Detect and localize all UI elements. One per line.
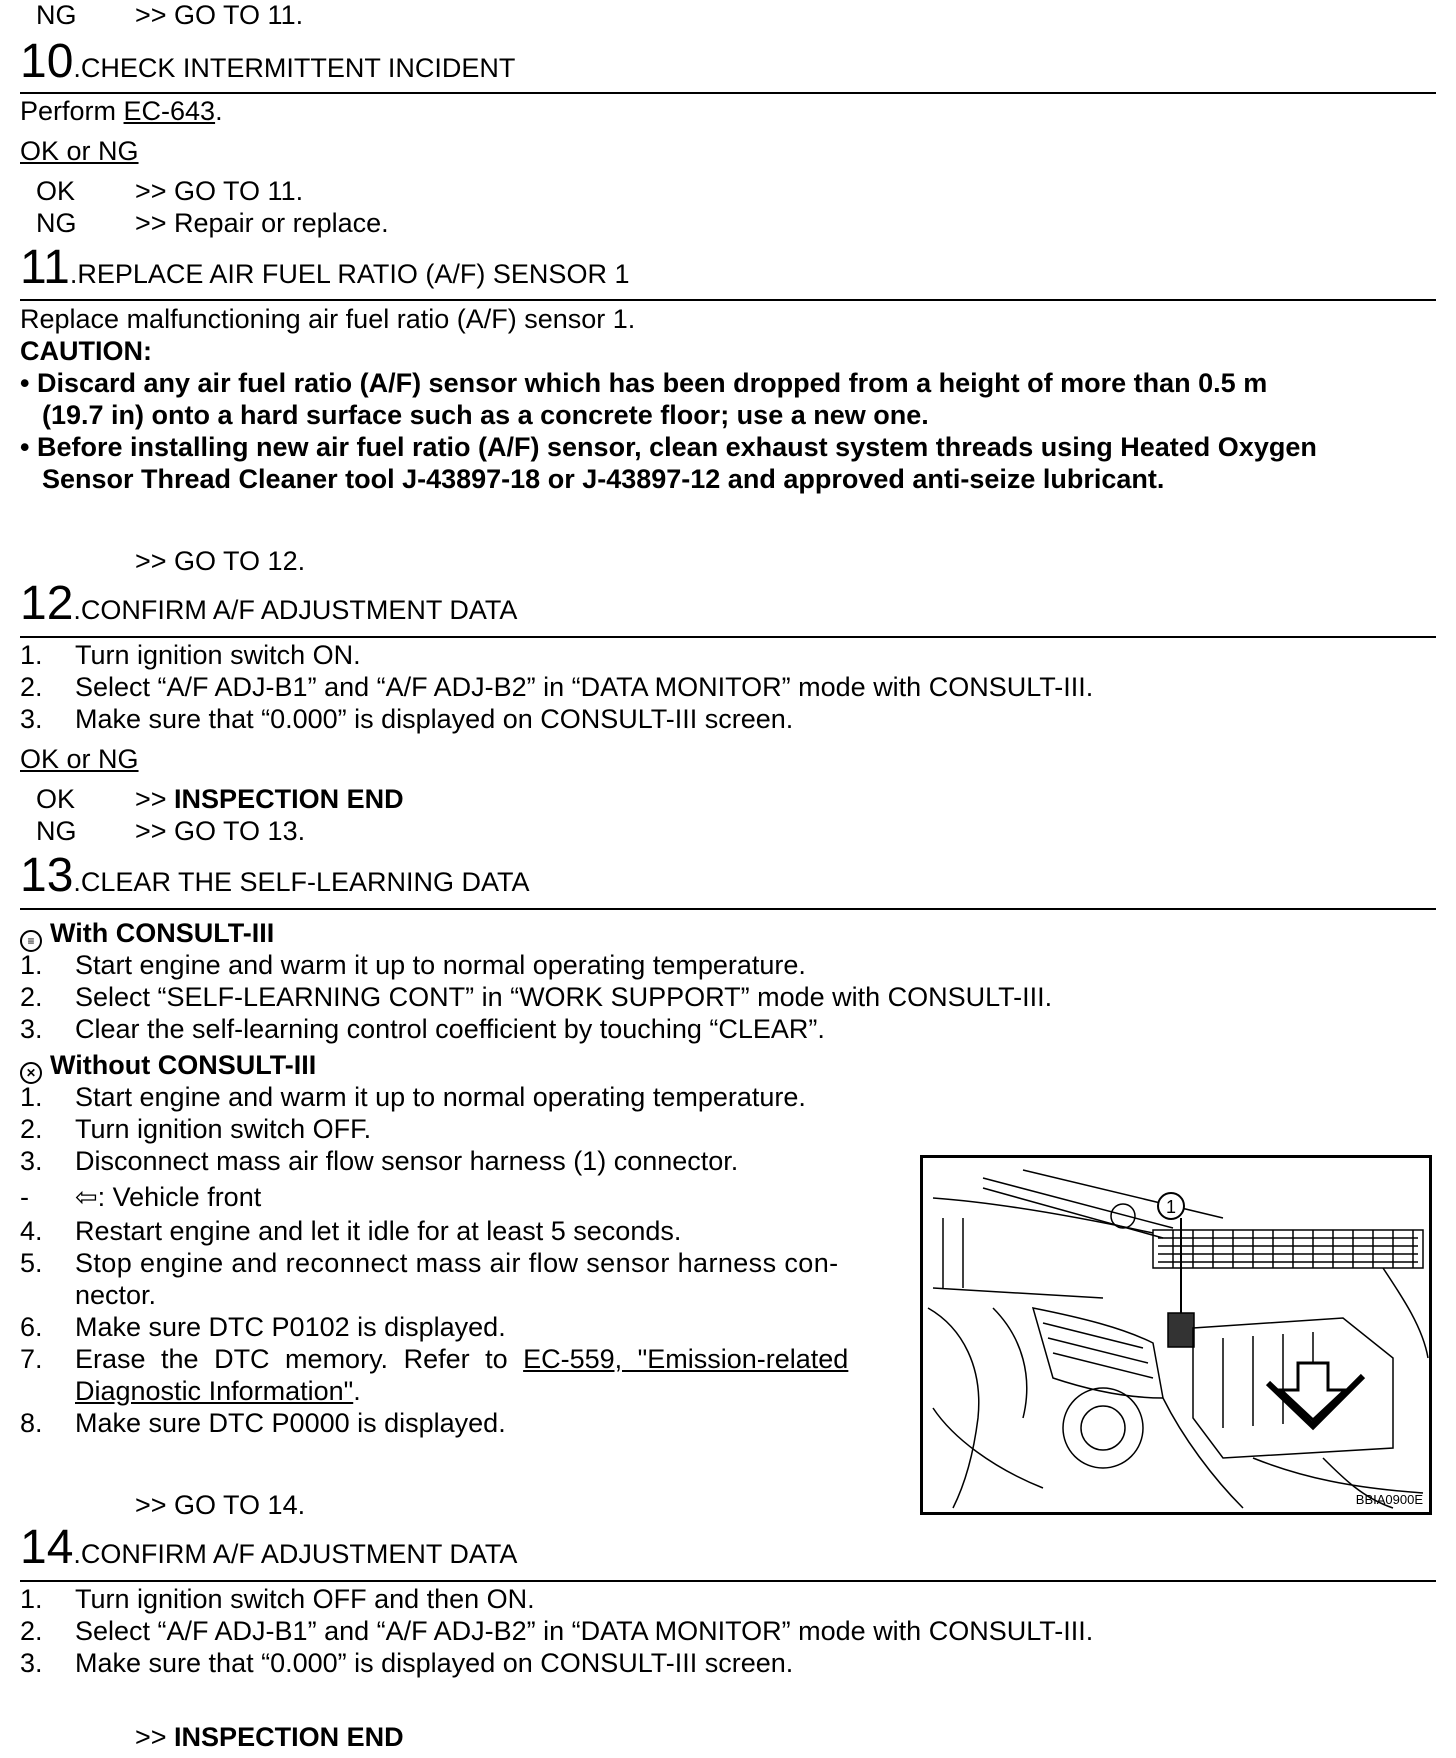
no-consult-icon: ✕	[20, 1062, 42, 1084]
list-item: Select “A/F ADJ-B1” and “A/F ADJ-B2” in “DATA MONITOR” mode with CONSULT-III.	[75, 672, 1094, 702]
list-number: 3.	[20, 1648, 43, 1678]
result-text: >> GO TO 11.	[135, 0, 304, 30]
inspection-end: >> INSPECTION END	[135, 1722, 404, 1752]
ok-code: OK	[36, 176, 76, 206]
ok-text: >> INSPECTION END	[135, 784, 404, 814]
list-number: 2.	[20, 1616, 43, 1646]
step-11-heading: 11.REPLACE AIR FUEL RATIO (A/F) SENSOR 1	[20, 241, 630, 294]
list-number: 1.	[20, 640, 43, 670]
goto-14: >> GO TO 14.	[135, 1490, 306, 1520]
list-number: 1.	[20, 1584, 43, 1614]
goto-12: >> GO TO 12.	[135, 546, 306, 576]
divider	[20, 1580, 1436, 1582]
caution-label: CAUTION:	[20, 336, 152, 366]
list-item: Clear the self-learning control coefficient by touching “CLEAR”.	[75, 1014, 825, 1044]
step-12-heading: 12.CONFIRM A/F ADJUSTMENT DATA	[20, 577, 518, 630]
list-number: 2.	[20, 672, 43, 702]
ok-or-ng-label: OK or NG	[20, 136, 139, 166]
list-item: ⇦: Vehicle front	[75, 1182, 262, 1212]
ok-or-ng-label: OK or NG	[20, 744, 139, 774]
ec-559-link[interactable]: EC-559, "Emission-related	[523, 1344, 849, 1374]
list-item: Make sure DTC P0102 is displayed.	[75, 1312, 506, 1342]
list-number: 3.	[20, 1014, 43, 1044]
step-14-heading: 14.CONFIRM A/F ADJUSTMENT DATA	[20, 1521, 518, 1574]
consult-icon: ≡	[20, 930, 42, 952]
list-item: Turn ignition switch ON.	[75, 640, 361, 670]
list-item: Disconnect mass air flow sensor harness (1) connector.	[75, 1146, 739, 1176]
list-number: 6.	[20, 1312, 43, 1342]
list-number: 3.	[20, 1146, 43, 1176]
ng-code: NG	[36, 816, 77, 846]
list-number: -	[20, 1182, 29, 1212]
caution-bullet-1: • Discard any air fuel ratio (A/F) sensor which has been dropped from a height of more than 0.5 m	[20, 368, 1268, 398]
ng-code: NG	[36, 208, 77, 238]
result-code: NG	[36, 0, 77, 30]
caution-bullet-1-cont: (19.7 in) onto a hard surface such as a concrete floor; use a new one.	[42, 400, 929, 430]
divider	[20, 908, 1436, 910]
list-item-cont: Diagnostic Information".	[75, 1376, 361, 1406]
list-item: Start engine and warm it up to normal operating temperature.	[75, 1082, 806, 1112]
with-consult-heading: ≡ With CONSULT-III	[20, 918, 274, 952]
list-item: Start engine and warm it up to normal operating temperature.	[75, 950, 806, 980]
list-item: Turn ignition switch OFF and then ON.	[75, 1584, 535, 1614]
list-item: Restart engine and let it idle for at least 5 seconds.	[75, 1216, 682, 1246]
list-item: Turn ignition switch OFF.	[75, 1114, 372, 1144]
replace-line: Replace malfunctioning air fuel ratio (A/F) sensor 1.	[20, 304, 636, 334]
caution-bullet-2-cont: Sensor Thread Cleaner tool J-43897-18 or J-43897-12 and approved anti-seize lubricant.	[42, 464, 1165, 494]
engine-bay-figure	[920, 1155, 1432, 1515]
divider	[20, 92, 1436, 94]
list-item: Erase the DTC memory. Refer to EC-559, "Emission-related	[75, 1344, 849, 1374]
divider	[20, 299, 1436, 301]
list-item: Make sure DTC P0000 is displayed.	[75, 1408, 506, 1438]
ec-643-link[interactable]: EC-643	[123, 96, 216, 126]
ok-text: >> GO TO 11.	[135, 176, 304, 206]
list-number: 1.	[20, 1082, 43, 1112]
list-item: Make sure that “0.000” is displayed on CONSULT-III screen.	[75, 704, 794, 734]
ec-559-link-cont[interactable]: Diagnostic Information"	[75, 1376, 354, 1406]
list-number: 2.	[20, 982, 43, 1012]
list-number: 4.	[20, 1216, 43, 1246]
callout-number: 1	[1165, 1197, 1177, 1217]
list-item: nector.	[75, 1280, 157, 1310]
perform-line: Perform EC-643.	[20, 96, 223, 126]
list-item: Select “A/F ADJ-B1” and “A/F ADJ-B2” in “DATA MONITOR” mode with CONSULT-III.	[75, 1616, 1094, 1646]
list-number: 5.	[20, 1248, 43, 1278]
without-consult-heading: ✕ Without CONSULT-III	[20, 1050, 316, 1084]
list-item: Select “SELF-LEARNING CONT” in “WORK SUPPORT” mode with CONSULT-III.	[75, 982, 1053, 1012]
list-item: Stop engine and reconnect mass air flow sensor harness con-	[75, 1248, 839, 1278]
list-number: 7.	[20, 1344, 43, 1374]
step-10-heading: 10.CHECK INTERMITTENT INCIDENT	[20, 35, 516, 88]
list-number: 8.	[20, 1408, 43, 1438]
list-item: Make sure that “0.000” is displayed on CONSULT-III screen.	[75, 1648, 794, 1678]
list-number: 1.	[20, 950, 43, 980]
step-13-heading: 13.CLEAR THE SELF-LEARNING DATA	[20, 849, 530, 902]
list-number: 2.	[20, 1114, 43, 1144]
ok-code: OK	[36, 784, 76, 814]
divider	[20, 636, 1436, 638]
ng-text: >> GO TO 13.	[135, 816, 306, 846]
caution-bullet-2: • Before installing new air fuel ratio (A/F) sensor, clean exhaust system threads using Heated Oxygen	[20, 432, 1317, 462]
list-number: 3.	[20, 704, 43, 734]
engine-bay-illustration	[923, 1158, 1429, 1512]
ng-text: >> Repair or replace.	[135, 208, 389, 238]
figure-code: BBIA0900E	[1355, 1492, 1423, 1507]
